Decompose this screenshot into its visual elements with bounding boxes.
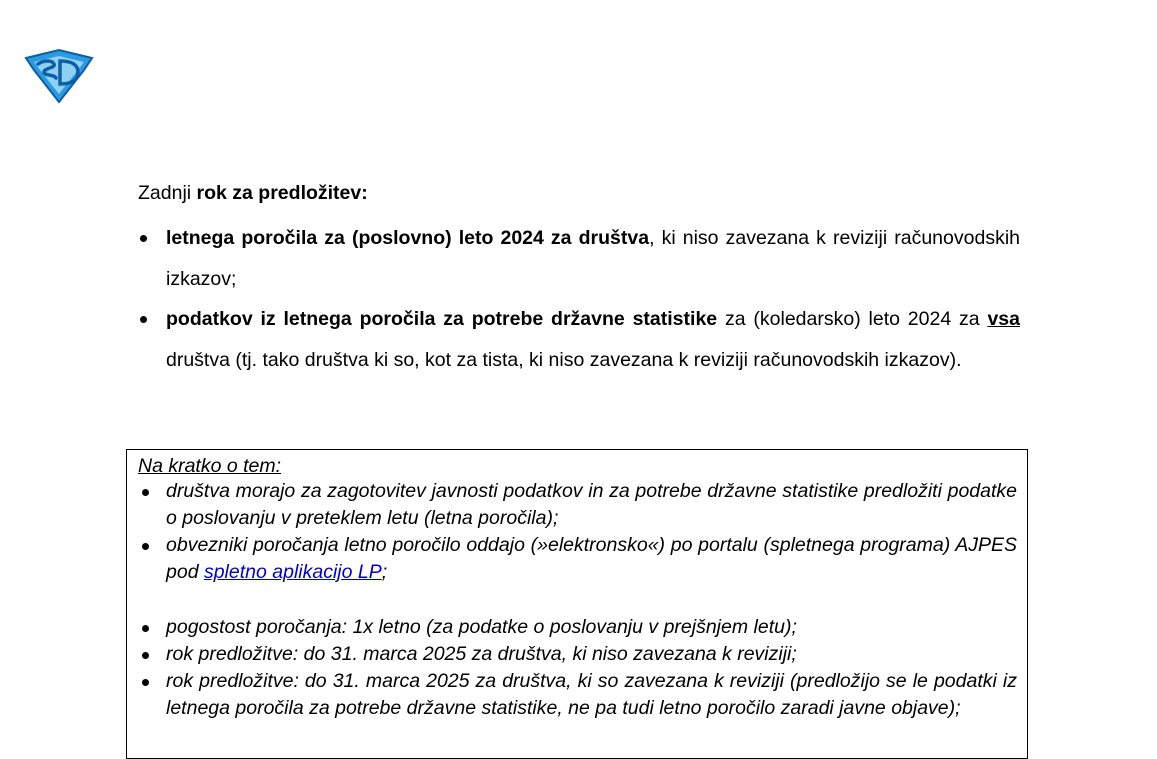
summary-title: Na kratko o tem: — [138, 455, 282, 477]
organization-logo — [22, 48, 96, 104]
list-item: društva morajo za zagotovitev javnosti podatkov in za potrebe državne statistike predložiti podatke o poslovanju v preteklem letu (letna poročila); — [138, 478, 1017, 532]
list-item: rok predložitve: do 31. marca 2025 za društva, ki so zavezana k reviziji (predložijo se le podatki iz letnega poročila za potrebe državne statistike, ne pa tudi letno poročilo zaradi javne objave); — [138, 668, 1017, 722]
deadline-item-statistics: podatkov iz letnega poročila za potrebe državne statistike za (koledarsko) leto 2024 za vsa društva (tj. tako društva ki so, kot za tista, ki niso zavezana k reviziji računovodskih izkazov). — [138, 299, 1020, 380]
emphasis-all: vsa — [987, 308, 1020, 330]
deadline-item-annual-report: letnega poročila za (poslovno) leto 2024 za društva, ki niso zavezana k reviziji računovodskih izkazov; — [138, 218, 1020, 299]
summary-box — [126, 449, 1028, 759]
list-item: pogostost poročanja: 1x letno (za podatke o poslovanju v prejšnjem letu); — [138, 614, 1017, 641]
list-item: obvezniki poročanja letno poročilo oddajo (»elektronsko«) po portalu (spletnega programa) AJPES pod spletno aplikacijo LP; — [138, 532, 1017, 586]
deadline-list — [138, 218, 1020, 380]
deadline-section — [138, 178, 1020, 380]
summary-list — [138, 478, 1017, 722]
sd-shield-logo-icon — [22, 48, 96, 104]
deadline-heading: Zadnji rok za predložitev: — [138, 182, 368, 204]
list-item: rok predložitve: do 31. marca 2025 za društva, ki niso zavezana k reviziji; — [138, 641, 1017, 668]
lp-application-link[interactable]: spletno aplikacijo LP — [203, 561, 382, 583]
